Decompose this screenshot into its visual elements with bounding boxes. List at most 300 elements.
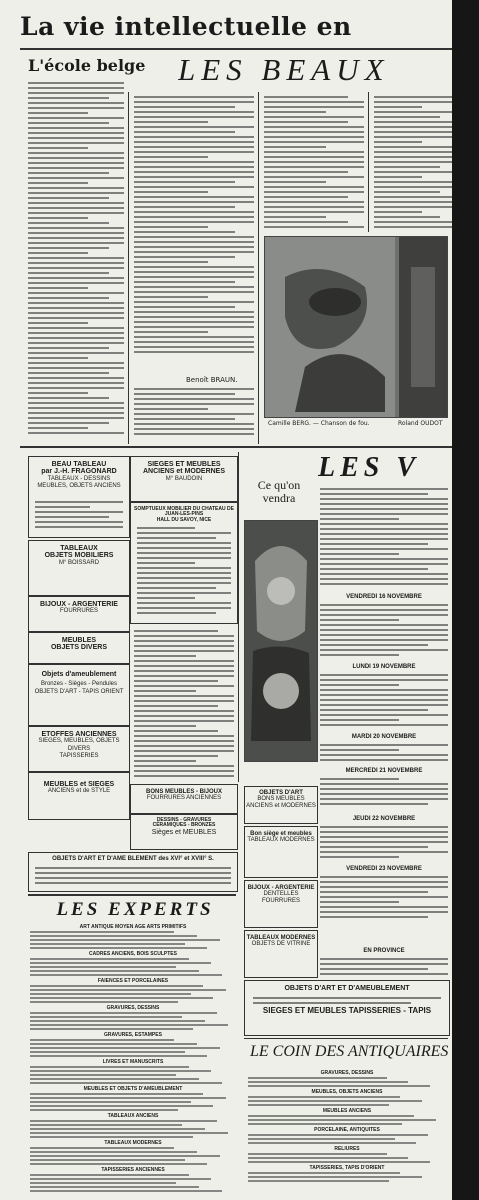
- sales-subtitle: Ce qu'on vendra: [257, 478, 301, 506]
- text-line: [28, 132, 124, 134]
- list-item: [248, 1157, 408, 1159]
- text-line: [28, 427, 88, 429]
- text-line: [28, 282, 124, 284]
- text-line: [134, 341, 254, 343]
- experts-list: [30, 922, 236, 1194]
- ad-bon-siege: [244, 826, 318, 878]
- ad-meubles-objets: [28, 632, 130, 664]
- text-line: [134, 418, 235, 420]
- list-item: [30, 997, 213, 999]
- text-line: [264, 161, 364, 163]
- text-line: [137, 552, 231, 554]
- text-line: [320, 798, 448, 800]
- ad-subtitle: FOURRURES: [59, 608, 98, 615]
- text-line: [134, 271, 254, 273]
- text-line: [134, 256, 235, 258]
- text-line: [320, 841, 448, 843]
- text-line: [28, 242, 124, 244]
- text-line: [374, 136, 452, 138]
- text-line: [35, 877, 231, 879]
- text-line: [28, 417, 124, 419]
- text-line: [134, 735, 234, 737]
- list-item: [248, 1115, 414, 1117]
- text-line: [264, 176, 364, 178]
- ad-subtitle: Bronzes - Sièges - Pendules OBJETS D'ART - TAPIS ORIENT: [34, 681, 124, 695]
- text-line: [320, 518, 399, 520]
- list-item: [248, 1077, 387, 1079]
- text-line: [320, 679, 448, 681]
- sale-day-heading: EN PROVINCE: [363, 948, 405, 954]
- text-line: [134, 251, 254, 253]
- text-line: [264, 111, 326, 113]
- text-line: [320, 548, 448, 550]
- text-line: [134, 156, 208, 158]
- text-line: [28, 97, 109, 99]
- text-line: [134, 670, 234, 672]
- text-line: [134, 730, 218, 732]
- text-line: [134, 241, 254, 243]
- text-line: [264, 221, 348, 223]
- text-line: [137, 542, 231, 544]
- text-line: [28, 202, 124, 204]
- text-line: [28, 382, 124, 384]
- painting-photo: [264, 236, 448, 418]
- text-line: [134, 695, 234, 697]
- text-line: [28, 197, 109, 199]
- text-line: [134, 650, 234, 652]
- text-line: [134, 700, 234, 702]
- list-item: [30, 1055, 207, 1057]
- list-item: [30, 985, 203, 987]
- text-line: [253, 1002, 411, 1004]
- text-line: [134, 680, 218, 682]
- text-line: [374, 221, 452, 223]
- list-section-heading: FAIENCES ET PORCELAINES: [97, 978, 169, 984]
- text-line: [253, 997, 441, 999]
- text-line: [374, 196, 452, 198]
- text-line: [320, 783, 448, 785]
- text-line: [320, 508, 448, 510]
- text-line: [134, 675, 234, 677]
- text-line: [374, 111, 452, 113]
- text-line: [264, 191, 364, 193]
- list-item: [30, 1163, 207, 1165]
- text-line: [134, 760, 196, 762]
- text-line: [320, 568, 428, 570]
- ad-dessins: [130, 814, 238, 850]
- text-line: [264, 196, 348, 198]
- text-line: [134, 311, 254, 313]
- text-line: [134, 660, 234, 662]
- list-item: [30, 1128, 205, 1130]
- list-section-heading: GRAVURES, ESTAMPES: [104, 1032, 162, 1038]
- text-line: [134, 101, 254, 103]
- list-item: [30, 1124, 182, 1126]
- text-line: [28, 372, 109, 374]
- text-line: [28, 252, 88, 254]
- text-line: [264, 181, 326, 183]
- text-line: [28, 167, 124, 169]
- text-line: [264, 146, 326, 148]
- text-line: [28, 367, 124, 369]
- text-line: [35, 506, 90, 508]
- text-line: [264, 96, 348, 98]
- text-line: [137, 577, 231, 579]
- text-line: [28, 207, 124, 209]
- text-line: [137, 562, 195, 564]
- text-line: [320, 886, 448, 888]
- text-line: [28, 347, 109, 349]
- list-section-heading: MEUBLES ET OBJETS D'AMEUBLEMENT: [83, 1086, 183, 1092]
- ad-title: MEUBLES OBJETS DIVERS: [50, 637, 107, 652]
- list-item: [30, 1082, 222, 1084]
- text-line: [28, 142, 124, 144]
- list-item: [30, 1001, 178, 1003]
- article-column: [134, 630, 234, 780]
- text-line: [320, 644, 428, 646]
- text-line: [264, 206, 364, 208]
- text-line: [320, 836, 448, 838]
- text-line: [28, 162, 124, 164]
- list-section-heading: MEUBLES, OBJETS ANCIENS: [311, 1089, 383, 1095]
- list-item: [30, 1151, 197, 1153]
- ad-subtitle: TABLEAUX - DESSINS MEUBLES, OBJETS ANCIENS: [37, 475, 121, 489]
- text-line: [320, 856, 399, 858]
- text-line: [320, 583, 448, 585]
- text-line: [137, 592, 231, 594]
- text-line: [134, 181, 235, 183]
- ad-text: [137, 527, 231, 619]
- text-line: [28, 327, 124, 329]
- text-line: [134, 281, 235, 283]
- text-line: [374, 126, 452, 128]
- text-line: [28, 222, 109, 224]
- text-line: [264, 201, 364, 203]
- text-line: [320, 543, 428, 545]
- list-item: [30, 1020, 205, 1022]
- text-line: [28, 127, 124, 129]
- text-line: [28, 297, 109, 299]
- text-line: [134, 770, 234, 772]
- list-item: [30, 1147, 174, 1149]
- text-line: [320, 694, 448, 696]
- text-line: [320, 629, 448, 631]
- text-line: [374, 146, 452, 148]
- text-line: [320, 901, 399, 903]
- text-line: [134, 221, 254, 223]
- article-signature: Benoît BRAUN.: [186, 376, 238, 384]
- list-item: [248, 1180, 389, 1182]
- ad-objets-ameublement-2: [244, 980, 450, 1036]
- ad-title: TABLEAUX OBJETS MOBILIERS: [44, 545, 114, 560]
- text-line: [264, 166, 364, 168]
- text-line: [134, 316, 254, 318]
- text-line: [134, 655, 196, 657]
- text-line: [28, 112, 88, 114]
- sale-listing: [320, 674, 448, 730]
- text-line: [134, 121, 208, 123]
- text-line: [28, 357, 88, 359]
- list-section-heading: TAPISSERIES ANCIENNES: [101, 1167, 165, 1173]
- text-line: [374, 156, 452, 158]
- sale-listing: [320, 958, 448, 980]
- text-line: [320, 851, 448, 853]
- text-line: [320, 699, 448, 701]
- text-line: [134, 775, 234, 777]
- sale-day-heading: MARDI 20 NOVEMBRE: [351, 734, 417, 740]
- text-line: [28, 392, 88, 394]
- list-item: [30, 1109, 178, 1111]
- article-column: [134, 388, 254, 438]
- text-line: [264, 156, 364, 158]
- text-line: [137, 547, 231, 549]
- list-item: [248, 1176, 422, 1178]
- page-edge-shadow: [452, 0, 479, 1200]
- text-line: [320, 513, 448, 515]
- ad-subtitle: ANCIENS et de STYLE: [47, 788, 111, 795]
- ad-bijoux-fourrures: [244, 880, 318, 928]
- text-line: [134, 690, 196, 692]
- text-line: [320, 689, 448, 691]
- text-line: [137, 557, 231, 559]
- text-line: [28, 102, 124, 104]
- text-line: [374, 226, 452, 228]
- text-line: [134, 388, 254, 390]
- list-item: [30, 1182, 176, 1184]
- text-line: [28, 407, 124, 409]
- text-line: [28, 212, 124, 214]
- text-line: [28, 377, 124, 379]
- text-line: [320, 968, 428, 970]
- text-line: [137, 602, 231, 604]
- list-item: [30, 935, 197, 937]
- sale-day-heading: JEUDI 22 NOVEMBRE: [352, 816, 416, 822]
- text-line: [134, 196, 254, 198]
- text-line: [28, 262, 124, 264]
- text-line: [374, 166, 440, 168]
- ad-tableaux-modernes: [244, 930, 318, 978]
- list-item: [248, 1119, 436, 1121]
- text-line: [374, 151, 452, 153]
- list-section-heading: LIVRES ET MANUSCRITS: [102, 1059, 164, 1065]
- ad-title: SIEGES ET MEUBLES ANCIENS et MODERNES: [142, 461, 226, 476]
- ad-title: OBJETS D'ART: [259, 790, 303, 796]
- text-line: [320, 778, 399, 780]
- sales-section-title: LES V: [318, 452, 421, 483]
- text-line: [137, 537, 216, 539]
- text-line: [28, 152, 124, 154]
- list-item: [30, 943, 185, 945]
- text-line: [264, 101, 364, 103]
- text-line: [134, 211, 254, 213]
- text-line: [134, 301, 254, 303]
- text-line: [134, 131, 235, 133]
- text-line: [28, 312, 124, 314]
- column-rule: [368, 92, 369, 232]
- text-line: [374, 106, 422, 108]
- section-rule: [244, 1038, 448, 1039]
- text-line: [134, 351, 254, 353]
- text-line: [374, 176, 422, 178]
- text-line: [28, 232, 124, 234]
- ad-subtitle: DENTELLES FOURRURES: [261, 891, 300, 905]
- text-line: [134, 236, 254, 238]
- sale-listing: [320, 826, 448, 862]
- list-item: [30, 1039, 174, 1041]
- text-line: [320, 906, 448, 908]
- text-line: [28, 182, 88, 184]
- text-line: [137, 587, 216, 589]
- ad-subtitle: SIEGES, MEUBLES, OBJETS DIVERS TAPISSERIES: [38, 738, 120, 759]
- ad-subtitle: BONS MEUBLES ANCIENS et MODERNES: [246, 796, 316, 810]
- text-line: [320, 639, 448, 641]
- text-line: [28, 432, 124, 434]
- text-line: [134, 171, 254, 173]
- text-line: [134, 745, 234, 747]
- text-line: [374, 96, 452, 98]
- list-item: [30, 962, 211, 964]
- text-line: [374, 186, 452, 188]
- text-line: [320, 846, 428, 848]
- text-line: [320, 609, 448, 611]
- text-line: [137, 582, 231, 584]
- text-line: [374, 201, 452, 203]
- text-line: [320, 719, 399, 721]
- text-line: [320, 788, 448, 790]
- text-line: [134, 216, 254, 218]
- text-line: [320, 573, 448, 575]
- ad-sieges-meubles: [130, 456, 238, 502]
- text-line: [28, 387, 124, 389]
- text-line: [264, 116, 364, 118]
- text-line: [134, 750, 234, 752]
- text-line: [28, 337, 124, 339]
- text-line: [134, 433, 254, 435]
- section-rule: [20, 446, 452, 448]
- text-line: [320, 916, 428, 918]
- text-line: [28, 157, 124, 159]
- text-line: [28, 92, 124, 94]
- list-section-heading: RELIURES: [334, 1146, 360, 1152]
- experts-title: LES EXPERTS: [56, 899, 214, 920]
- ad-title: MEUBLES et SIEGES: [43, 781, 115, 788]
- text-line: [320, 911, 448, 913]
- text-line: [28, 122, 109, 124]
- list-item: [30, 966, 176, 968]
- ad-title: Objets d'ameublement: [41, 671, 117, 678]
- text-line: [320, 831, 448, 833]
- text-line: [134, 321, 254, 323]
- text-line: [374, 216, 440, 218]
- ad-subtitle: TABLEAUX MODERNES: [247, 837, 315, 844]
- text-line: [264, 126, 364, 128]
- photo-caption: Camille BERG. — Chanson de fou.: [268, 420, 370, 427]
- text-line: [35, 521, 123, 523]
- text-line: [320, 793, 448, 795]
- text-line: [28, 107, 124, 109]
- text-line: [320, 714, 448, 716]
- ad-title: BIJOUX - ARGENTERIE: [40, 601, 118, 608]
- text-line: [28, 247, 109, 249]
- list-item: [30, 1186, 199, 1188]
- list-item: [30, 947, 207, 949]
- page-headline: La vie intellectuelle en: [20, 12, 352, 41]
- auction-object-photo: [244, 520, 318, 762]
- text-line: [28, 342, 124, 344]
- ad-objets-mobiliers: [28, 540, 130, 596]
- text-line: [134, 286, 254, 288]
- column-rule: [238, 452, 239, 782]
- text-line: [28, 257, 124, 259]
- text-line: [28, 227, 124, 229]
- sale-listing: [320, 604, 448, 660]
- text-line: [134, 705, 218, 707]
- text-line: [374, 161, 452, 163]
- text-line: [320, 634, 448, 636]
- text-line: [264, 211, 364, 213]
- text-line: [264, 136, 364, 138]
- text-line: [320, 684, 399, 686]
- text-line: [134, 141, 254, 143]
- text-line: [320, 624, 448, 626]
- text-line: [134, 710, 234, 712]
- text-line: [320, 826, 448, 828]
- text-line: [134, 166, 254, 168]
- list-item: [30, 1105, 213, 1107]
- section-title: LES BEAUX: [178, 52, 390, 87]
- text-line: [374, 206, 452, 208]
- text-line: [28, 277, 124, 279]
- text-line: [134, 393, 235, 395]
- sale-day-heading: VENDREDI 16 NOVEMBRE: [346, 594, 422, 600]
- text-line: [320, 523, 448, 525]
- list-item: [30, 1047, 220, 1049]
- text-line: [28, 217, 88, 219]
- list-item: [30, 1155, 220, 1157]
- text-line: [320, 896, 448, 898]
- ad-title: TABLEAUX MODERNES: [246, 935, 316, 941]
- text-line: [320, 649, 448, 651]
- text-line: [320, 578, 448, 580]
- text-line: [320, 749, 399, 751]
- text-line: [134, 116, 254, 118]
- text-line: [134, 276, 254, 278]
- ad-subtitle: M° BOISSARD: [58, 559, 100, 566]
- text-line: [320, 754, 448, 756]
- text-line: [28, 187, 124, 189]
- text-line: [134, 413, 254, 415]
- text-line: [134, 403, 254, 405]
- text-line: [320, 704, 448, 706]
- list-item: [30, 1070, 211, 1072]
- ad-objets-ameublement: [28, 664, 130, 726]
- ad-bons-meubles: [130, 784, 238, 814]
- list-item: [30, 1174, 189, 1176]
- ad-title: Bon siège et meubles: [250, 831, 312, 837]
- text-line: [28, 267, 124, 269]
- text-line: [134, 428, 254, 430]
- list-item: [30, 970, 199, 972]
- text-line: [374, 116, 440, 118]
- column-rule: [128, 92, 129, 444]
- ad-nice: [130, 502, 238, 624]
- text-line: [320, 614, 448, 616]
- text-line: [134, 191, 208, 193]
- list-item: [30, 974, 222, 976]
- list-item: [30, 993, 191, 995]
- text-line: [320, 876, 448, 878]
- text-line: [28, 302, 124, 304]
